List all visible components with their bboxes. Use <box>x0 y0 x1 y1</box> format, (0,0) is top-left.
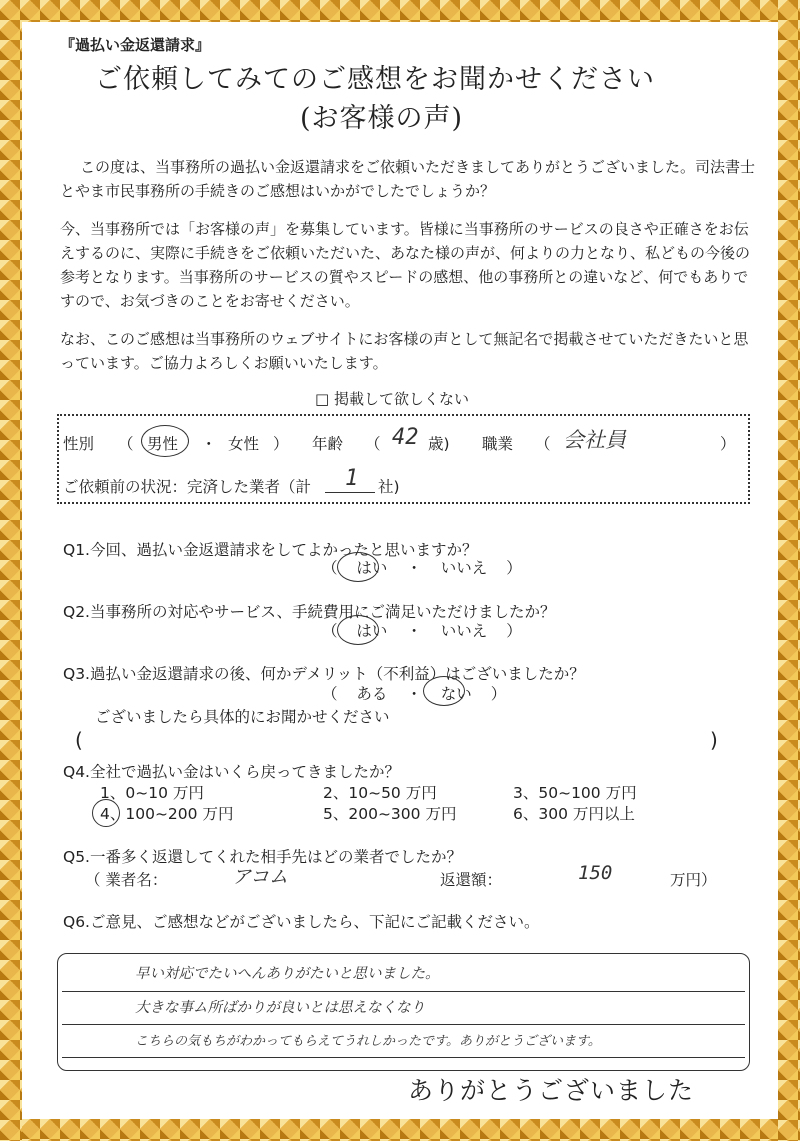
q2-options[interactable]: （ はい ・ いいえ ） <box>322 622 522 640</box>
gender-close-paren: ） <box>273 435 289 453</box>
decorative-border-right <box>778 0 800 1141</box>
age-value[interactable]: 42 <box>392 425 419 450</box>
publish-optout-label: 掲載して欲しくない <box>333 390 469 408</box>
comment-rule-2 <box>62 1024 745 1025</box>
gender-separator: ・ <box>201 435 217 453</box>
status-underline <box>325 492 375 493</box>
page-title: ご依頼してみてのご感想をお聞かせください <box>95 64 655 95</box>
intro-paragraph-2: 今、当事務所では「お客様の声」を募集しています。皆様に当事務所のサービスの良さや正確さをお伝えするのに、実際に手続きをご依頼いただいた、あなた様の声が、何よりの力となり、私どもの今後の参考となります。当事務所のサービスの質やスピードの感想、他の事務所との違いなど、何でもありですので、お気づきのことをお寄せください。 <box>60 220 751 310</box>
q4-option-2[interactable]: 2、10~50 万円 <box>323 784 437 802</box>
q3-selected-circle <box>423 676 465 706</box>
job-label: 職業 <box>482 435 514 453</box>
comment-line-1[interactable]: 早い対応でたいへんありがたいと思いました。 <box>135 966 440 982</box>
age-open-paren: （ <box>365 435 381 453</box>
q3-options[interactable]: （ ある ・ ない ） <box>322 685 507 703</box>
decorative-border-left <box>0 0 22 1141</box>
q4-option-5[interactable]: 5、200~300 万円 <box>323 805 457 823</box>
q5-question: Q5.一番多く返還してくれた相手先はどの業者でしたか？ <box>63 848 462 866</box>
q3-open-paren: ( <box>75 728 83 752</box>
q2-selected-circle <box>337 615 379 645</box>
q1-options[interactable]: （ はい ・ いいえ ） <box>322 559 522 577</box>
status-value[interactable]: 1 <box>345 466 359 491</box>
q5-company-label: （ 業者名： <box>85 871 168 889</box>
q4-option-1[interactable]: 1、0~10 万円 <box>100 784 204 802</box>
comment-rule-1 <box>62 991 745 992</box>
q4-selected-circle <box>92 799 120 827</box>
q1-selected-circle <box>337 552 379 582</box>
publish-optout-row <box>315 388 469 409</box>
footer-thanks: ありがとうございました <box>408 1076 695 1105</box>
q1-question: Q1.今回、過払い金返還請求をしてよかったと思いますか？ <box>63 541 478 559</box>
job-close-paren: ） <box>720 435 736 453</box>
q4-question: Q4.全社で過払い金はいくら戻ってきましたか？ <box>63 763 400 781</box>
comment-line-3[interactable]: こちらの気もちがわかってもらえてうれしかったです。ありがとうございます。 <box>135 1034 601 1049</box>
subtitle: 『過払い金返還請求』 <box>60 36 211 54</box>
q5-amount-unit: 万円） <box>670 871 717 889</box>
intro-paragraph-3: なお、このご感想は当事務所のウェブサイトにお客様の声として無記名で掲載させていただきたいと思っています。ご協力よろしくお願いいたします。 <box>60 330 749 372</box>
q4-option-6[interactable]: 6、300 万円以上 <box>513 805 635 823</box>
gender-option-female[interactable]: 女性 <box>228 435 260 453</box>
intro-paragraph-1: この度は、当事務所の過払い金返還請求をご依頼いただきましてありがとうございました。司法書士とやま市民事務所の手続きのご感想はいかがでしたでしょうか？ <box>60 158 756 200</box>
q3-followup: ございましたら具体的にお聞かせください <box>95 708 390 726</box>
selected-circle-male <box>141 425 189 457</box>
q3-close-paren: ) <box>710 728 718 752</box>
q2-question: Q2.当事務所の対応やサービス、手続費用にご満足いただけましたか？ <box>63 603 556 621</box>
q5-amount-value[interactable]: 150 <box>578 862 613 884</box>
q6-question: Q6.ご意見、ご感想などがございましたら、下記にご記載ください。 <box>63 913 540 931</box>
page-title-sub: (お客様の声) <box>300 103 464 134</box>
job-open-paren: （ <box>535 435 551 453</box>
age-label: 年齢 <box>312 435 344 453</box>
status-label: ご依頼前の状況：完済した業者（計 <box>63 478 312 496</box>
q5-amount-label: 返還額： <box>440 871 503 889</box>
publish-optout-checkbox[interactable]: □ <box>315 390 330 408</box>
q3-question: Q3.過払い金返還請求の後、何かデメリット（不利益）はございましたか？ <box>63 665 585 683</box>
gender-open-paren: （ <box>118 435 134 453</box>
q4-option-4[interactable]: 4、100~200 万円 <box>100 805 234 823</box>
comment-rule-3 <box>62 1057 745 1058</box>
job-value[interactable]: 会社員 <box>563 428 626 452</box>
q5-company-value[interactable]: アコム <box>232 866 289 888</box>
age-unit: 歳) <box>428 435 450 453</box>
gender-label: 性別 <box>63 435 95 453</box>
status-unit: 社) <box>378 478 400 496</box>
decorative-border-bottom <box>0 1119 800 1141</box>
q4-option-3[interactable]: 3、50~100 万円 <box>513 784 637 802</box>
decorative-border-top <box>0 0 800 22</box>
gender-option-male[interactable]: 男性 <box>147 435 179 453</box>
comment-line-2[interactable]: 大きな事ム所ばかりが良いとは思えなくなり <box>135 1000 425 1016</box>
